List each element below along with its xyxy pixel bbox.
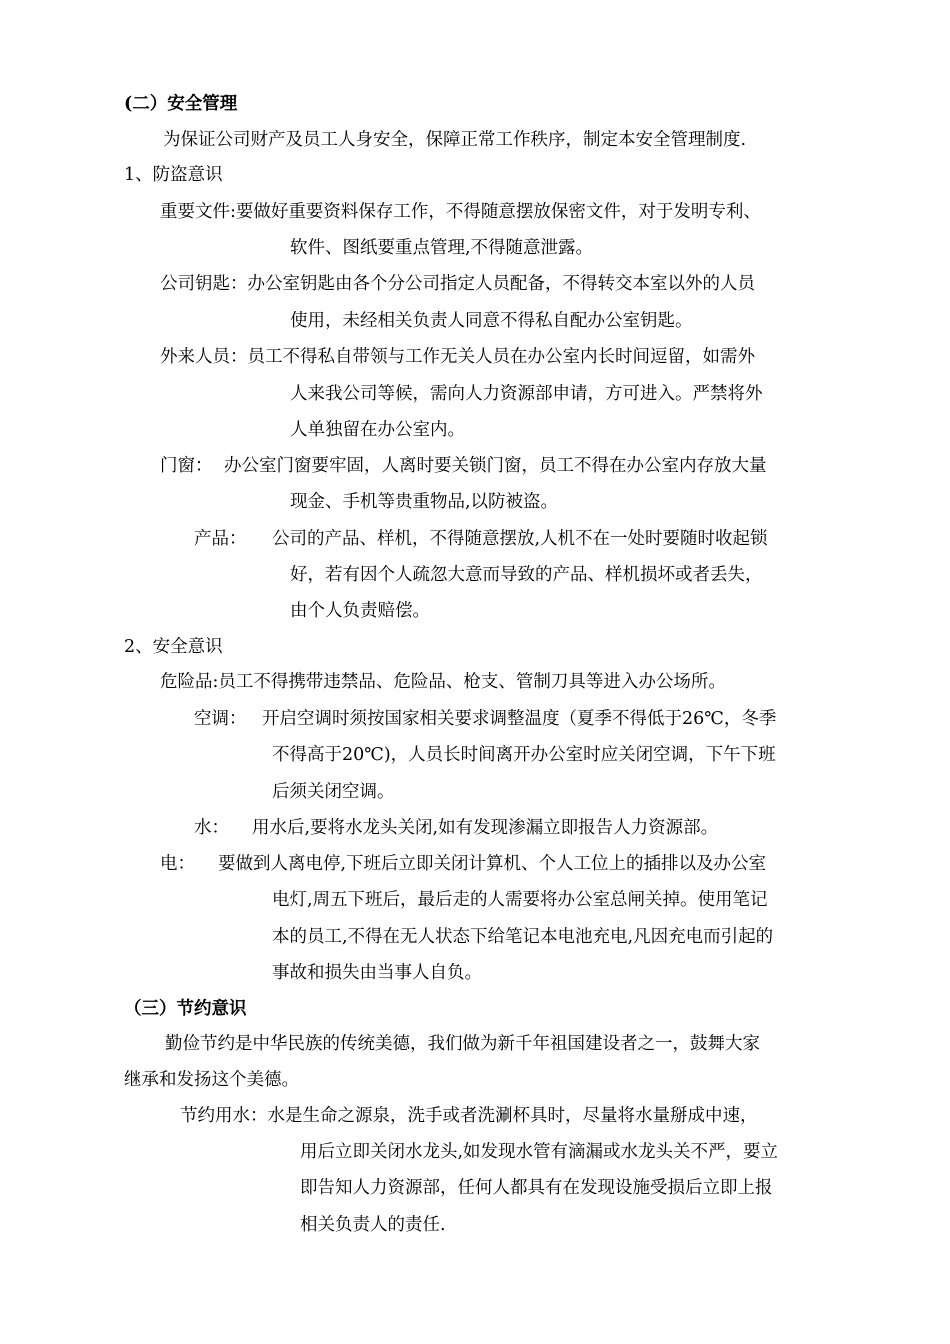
power-line-2: 电灯,周五下班后，最后走的人需要将办公室总闸关掉。使用笔记 (272, 890, 768, 910)
products-label: 产品： (194, 529, 247, 549)
products-line-2: 好，若有因个人疏忽大意而导致的产品、样机损坏或者丢失， (290, 565, 763, 585)
water-line: 用水后,要将水龙头关闭,如有发现渗漏立即报告人力资源部。 (252, 818, 719, 838)
ac-label: 空调： (194, 709, 247, 729)
water-saving-line-1: 节约用水：水是生命之源泉，洗手或者洗涮杯具时，尽量将水量掰成中速， (180, 1106, 758, 1126)
ac-line-3: 后须关闭空调。 (272, 782, 395, 802)
saving-intro-line-2: 继承和发扬这个美德。 (124, 1070, 299, 1090)
section-heading-safety: (二）安全管理 (124, 94, 238, 114)
water-label: 水： (194, 818, 229, 838)
power-label: 电： (160, 854, 195, 874)
item-title-safety: 2、安全意识 (124, 637, 223, 657)
visitors-line-2: 人来我公司等候，需向人力资源部申请，方可进入。严禁将外 (290, 384, 763, 404)
keys-line-2: 使用，未经相关负责人同意不得私自配办公室钥匙。 (290, 311, 693, 331)
doors-label: 门窗： (160, 456, 213, 476)
water-saving-line-4: 相关负责人的责任. (300, 1215, 446, 1235)
safety-intro: 为保证公司财产及员工人身安全，保障正常工作秩序，制定本安全管理制度. (163, 130, 747, 150)
products-line-1: 公司的产品、样机，不得随意摆放,人机不在一处时要随时收起锁 (272, 529, 768, 549)
water-saving-line-2: 用后立即关闭水龙头,如发现水管有滴漏或水龙头关不严，要立 (300, 1142, 779, 1162)
ac-line-2: 不得高于20℃)，人员长时间离开办公室时应关闭空调，下午下班 (272, 745, 776, 765)
docs-line-1: 重要文件:要做好重要资料保存工作，不得随意摆放保密文件，对于发明专利、 (160, 202, 761, 222)
power-line-4: 事故和损失由当事人自负。 (272, 963, 482, 983)
doors-line-2: 现金、手机等贵重物品,以防被盗。 (290, 492, 559, 512)
power-line-1: 要做到人离电停,下班后立即关闭计算机、个人工位上的插排以及办公室 (218, 854, 767, 874)
saving-intro-line-1: 勤俭节约是中华民族的传统美德，我们做为新千年祖国建设者之一，鼓舞大家 (165, 1034, 760, 1054)
ac-line-1: 开启空调时须按国家相关要求调整温度（夏季不得低于26℃，冬季 (262, 709, 777, 729)
hazard-line: 危险品:员工不得携带违禁品、危险品、枪支、管制刀具等进入办公场所。 (160, 672, 726, 692)
visitors-line-3: 人单独留在办公室内。 (290, 420, 465, 440)
power-line-3: 本的员工,不得在无人状态下给笔记本电池充电,凡因充电而引起的 (272, 927, 774, 947)
section-heading-saving: （三）节约意识 (124, 999, 247, 1019)
visitors-line-1: 外来人员：员工不得私自带领与工作无关人员在办公室内长时间逗留，如需外 (160, 347, 755, 367)
water-saving-line-3: 即告知人力资源部，任何人都具有在发现设施受损后立即上报 (300, 1178, 773, 1198)
item-title-anti-theft: 1、防盗意识 (124, 165, 223, 185)
keys-line-1: 公司钥匙：办公室钥匙由各个分公司指定人员配备，不得转交本室以外的人员 (160, 274, 755, 294)
docs-line-2: 软件、图纸要重点管理,不得随意泄露。 (290, 238, 594, 258)
doors-line-1: 办公室门窗要牢固，人离时要关锁门窗，员工不得在办公室内存放大量 (224, 456, 767, 476)
products-line-3: 由个人负责赔偿。 (290, 601, 430, 621)
